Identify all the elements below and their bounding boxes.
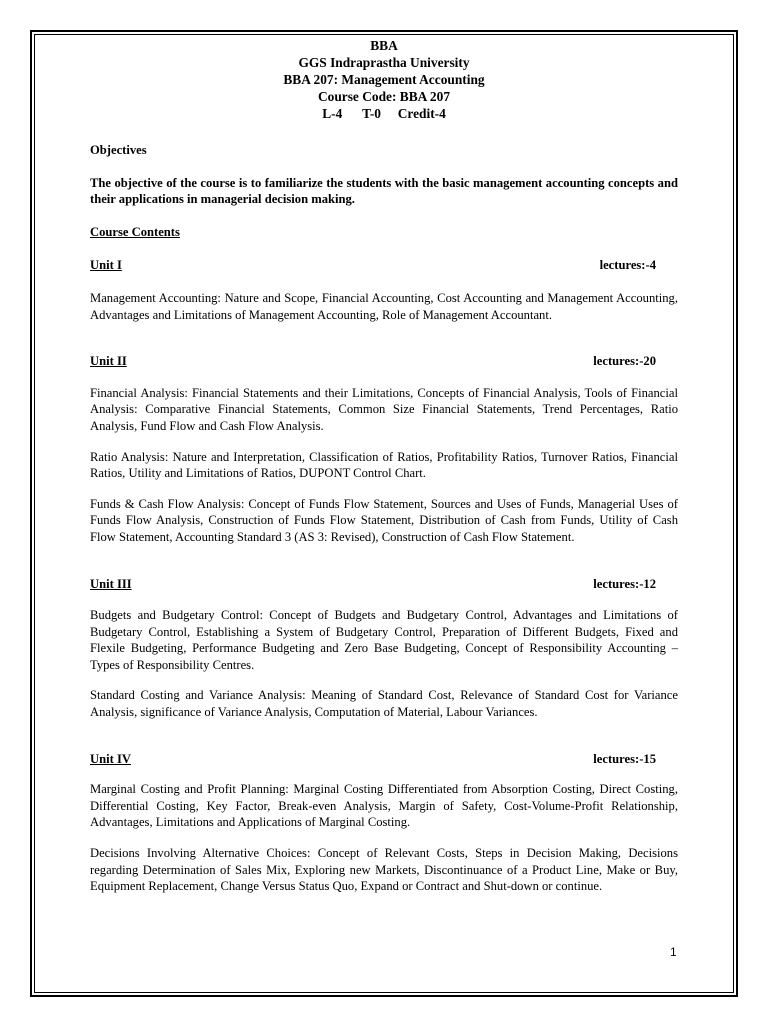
unit-paragraph: Management Accounting: Nature and Scope, Financial Accounting, Cost Accounting and Management Accounting, Advantages and Limitations of Management Accounting, Role of Management Accountant. xyxy=(90,290,678,322)
page-number: 1 xyxy=(670,945,677,959)
unit-title: Unit III xyxy=(90,576,132,591)
unit-title: Unit II xyxy=(90,354,127,369)
lecture-count: lectures:-12 xyxy=(593,576,656,591)
course-title: BBA 207: Management Accounting xyxy=(283,72,485,87)
course-contents-heading: Course Contents xyxy=(90,224,180,239)
objectives-text: The objective of the course is to familiarize the students with the basic management accounting concepts and their applications in managerial decision making. xyxy=(90,175,678,207)
lecture-count: lectures:-15 xyxy=(593,751,656,766)
unit-title: Unit I xyxy=(90,258,122,273)
university-name: GGS Indraprastha University xyxy=(298,55,470,70)
unit-paragraph: Ratio Analysis: Nature and Interpretation, Classification of Ratios, Profitability Ratios, Turnover Ratios, Financial Ratios, Utility and Limitations of Ratios, DUPONT Control Chart. xyxy=(90,449,678,481)
credit-line: L-4 T-0 Credit-4 xyxy=(322,106,446,121)
unit-paragraph: Decisions Involving Alternative Choices: Concept of Relevant Costs, Steps in Decision Making, Decisions regarding Determination of Sales Mix, Exploring new Markets, Discontinuance of a Product Line, Make or Buy, Equipment Replacement, Change Versus Status Quo, Expand or Contract and Shut-down or continue. xyxy=(90,846,678,894)
program-title: BBA xyxy=(370,38,398,53)
unit-paragraph: Financial Analysis: Financial Statements and their Limitations, Concepts of Financial Analysis, Tools of Financial Analysis: Comparative Financial Statements, Common Size Financial Statements, Trend Percentages, Ratio Analysis, Fund Flow and Cash Flow Analysis. xyxy=(90,385,678,433)
unit-title: Unit IV xyxy=(90,751,131,766)
unit-header xyxy=(90,257,656,274)
unit-paragraph: Funds & Cash Flow Analysis: Concept of Funds Flow Statement, Sources and Uses of Funds, Managerial Uses of Funds Flow Analysis, Construction of Funds Flow Statement, Distribution of Cash from Funds, Utility of Cash Flow Statement, Accounting Standard 3 (AS 3: Revised), Construction of Cash Flow Statement. xyxy=(90,496,678,544)
unit-header xyxy=(90,576,656,593)
document-page xyxy=(90,37,678,895)
lecture-count: lectures:-20 xyxy=(593,354,656,369)
unit-paragraph: Standard Costing and Variance Analysis: Meaning of Standard Cost, Relevance of Standard Cost for Variance Analysis, significance of Variance Analysis, Computation of Material, Labour Variances. xyxy=(90,688,678,720)
unit-header xyxy=(90,751,656,768)
title-block xyxy=(90,37,678,122)
unit-paragraph: Budgets and Budgetary Control: Concept of Budgets and Budgetary Control, Advantages and Limitations of Budgetary Control, Establishing a System of Budgetary Control, Preparation of Different Budgets, Fixed and Flexile Budgeting, Performance Budgeting and Zero Base Budgeting, Concept of Responsibility Accounting – Types of Responsibility Centres. xyxy=(90,608,678,672)
course-code: Course Code: BBA 207 xyxy=(317,89,451,104)
lecture-count: lectures:-4 xyxy=(599,258,656,273)
unit-paragraph: Marginal Costing and Profit Planning: Marginal Costing Differentiated from Absorption Costing, Direct Costing, Differential Costing, Key Factor, Break-even Analysis, Margin of Safety, Cost-Volume-Profit Relationship, Advantages, Limitations and Applications of Marginal Costing. xyxy=(90,782,678,830)
unit-header xyxy=(90,353,656,370)
objectives-heading: Objectives xyxy=(90,143,147,157)
